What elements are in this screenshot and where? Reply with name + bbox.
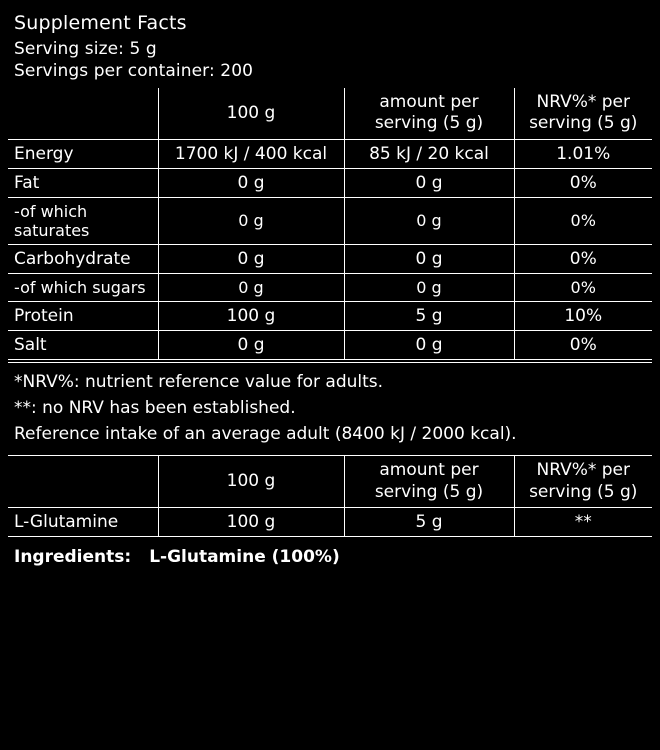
header-amount-per-serving [344,88,514,139]
ingredients-value: L-Glutamine (100%) [149,546,340,567]
header-blank-cell [8,456,158,508]
row-value-serving: 5 g [344,302,514,331]
row-label: Protein [8,302,158,331]
header-amount-per-serving-line1: amount per [379,92,479,112]
header-per-100g: 100 g [158,88,344,139]
footnote-nrv: *NRV%: nutrient reference value for adults. [14,372,384,393]
row-value-100g: 0 g [158,244,344,273]
row-value-100g: 1700 kJ / 400 kcal [158,139,344,168]
header-per-100g: 100 g [158,456,344,508]
ingredients-line [8,547,652,567]
row-value-nrv: 0% [514,168,652,197]
row-value-100g: 0 g [158,197,344,244]
row-value-100g: 100 g [158,507,344,536]
row-label: Fat [8,168,158,197]
active-ingredient-table [8,455,652,537]
table-row [8,244,652,273]
serving-size-text: Serving size: 5 g [14,39,157,59]
row-value-serving: 0 g [344,244,514,273]
row-value-serving: 85 kJ / 20 kcal [344,139,514,168]
row-value-nrv: 0% [514,273,652,301]
table-row [8,139,652,168]
ingredients-label: Ingredients: [14,546,132,567]
page-title: Supplement Facts [14,12,187,34]
header-amount-per-serving-line2: serving (5 g) [374,113,484,134]
row-label: Carbohydrate [8,244,158,273]
row-value-nrv: 0% [514,197,652,244]
table-header-row [8,456,652,508]
header-blank-cell [8,88,158,139]
footnote-reference-intake: Reference intake of an average adult (8400 kJ / 2000 kcal). [14,424,517,445]
row-value-serving: 0 g [344,168,514,197]
header-nrv-line1: NRV%* per [536,92,631,112]
row-label: -of which sugars [8,273,158,301]
row-value-100g: 0 g [158,273,344,301]
table-row [8,331,652,360]
row-value-100g: 100 g [158,302,344,331]
row-value-serving: 0 g [344,331,514,360]
row-label: -of which saturates [8,197,158,244]
row-value-100g: 0 g [158,168,344,197]
header-nrv-line1: NRV%* per [536,460,631,481]
table-row [8,302,652,331]
header-nrv-line2: serving (5 g) [529,113,638,134]
footnote-no-nrv: **: no NRV has been established. [14,398,296,419]
row-value-serving: 5 g [344,507,514,536]
row-value-serving: 0 g [344,273,514,301]
row-value-serving: 0 g [344,197,514,244]
table-row [8,273,652,301]
row-value-nrv: 0% [514,244,652,273]
row-label: Energy [8,139,158,168]
row-value-nrv: 10% [514,302,652,331]
header-amount-per-serving-line2: serving (5 g) [374,481,484,502]
header-nrv [514,456,652,508]
row-value-nrv: ** [514,507,652,536]
header-amount-per-serving [344,456,514,508]
row-label: Salt [8,331,158,360]
table-row [8,507,652,536]
row-value-100g: 0 g [158,331,344,360]
row-label: L-Glutamine [8,507,158,536]
footnotes [8,362,652,447]
row-value-nrv: 0% [514,331,652,360]
row-value-nrv: 1.01% [514,139,652,168]
header-nrv-line2: serving (5 g) [529,481,638,502]
table-row [8,168,652,197]
nutrition-table [8,88,652,360]
servings-per-container-text: Servings per container: 200 [14,61,254,81]
header-nrv [514,88,652,139]
table-row [8,197,652,244]
table-header-row [8,88,652,139]
header-amount-per-serving-line1: amount per [379,460,479,481]
